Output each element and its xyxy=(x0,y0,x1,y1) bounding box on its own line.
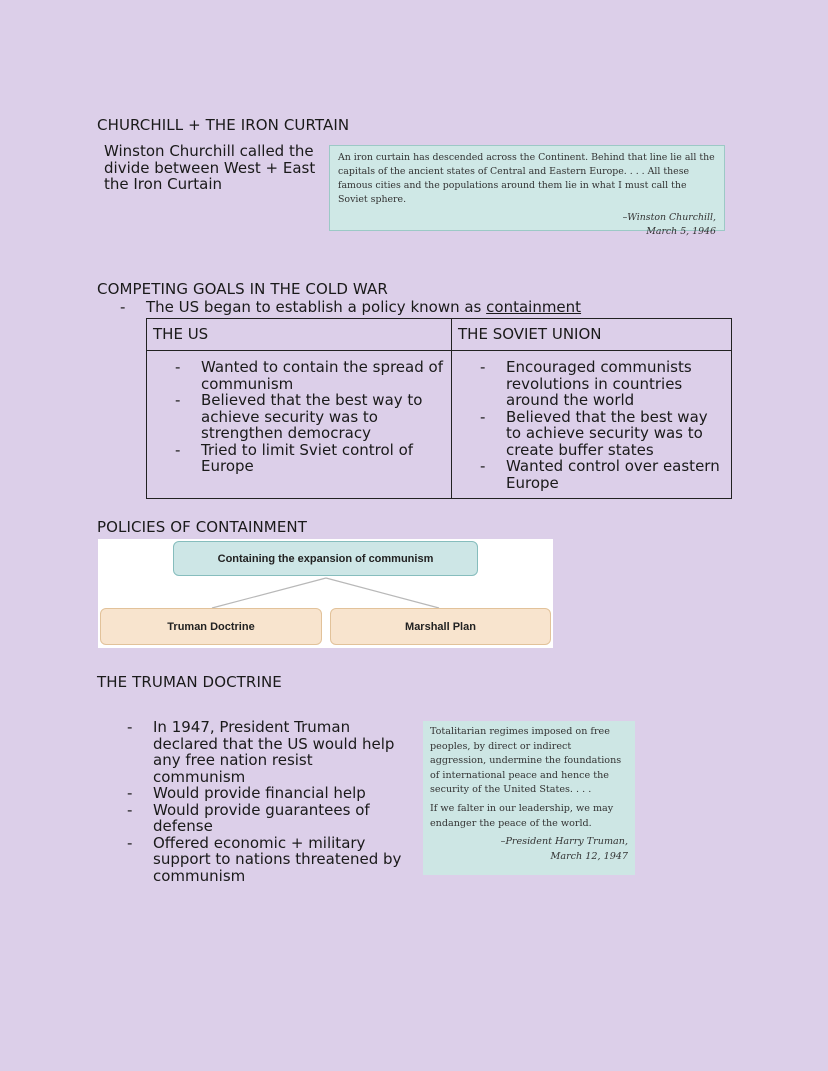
soviet-goals-list xyxy=(480,359,723,491)
churchill-quote-box xyxy=(329,145,725,237)
churchill-quote-text: An iron curtain has descended across the Continent. Behind that line lie all the capitals of the ancient states of Central and Eastern Europe. . . . All these famous cities and the populations around them lie in what I must call the Soviet sphere. xyxy=(338,152,715,205)
churchill-quote-author: –Winston Churchill, xyxy=(622,212,716,223)
containment-bullet xyxy=(120,299,680,316)
heading-competing-goals: COMPETING GOALS IN THE COLD WAR xyxy=(97,280,388,298)
heading-policies: POLICIES OF CONTAINMENT xyxy=(97,518,308,536)
truman-quote-author: –President Harry Truman, xyxy=(500,836,628,848)
churchill-quote-date: March 5, 1946 xyxy=(646,226,716,237)
list-item: - Would provide financial help xyxy=(127,785,407,802)
heading-iron-curtain: CHURCHILL + THE IRON CURTAIN xyxy=(97,116,350,134)
list-item: - Offered economic + military support to nations threatened by communism xyxy=(127,835,407,885)
competing-goals-table xyxy=(146,318,732,499)
diagram-truman-node: Truman Doctrine xyxy=(100,608,322,645)
containment-diagram xyxy=(98,539,553,648)
iron-curtain-summary: Winston Churchill called the divide between West + East the Iron Curtain xyxy=(104,142,316,193)
heading-truman-doctrine: THE TRUMAN DOCTRINE xyxy=(97,673,282,691)
containment-term: containment xyxy=(486,298,582,316)
list-item: - Wanted to contain the spread of communism xyxy=(175,359,443,392)
truman-doctrine-list xyxy=(127,719,407,884)
list-item: - In 1947, President Truman declared that the US would help any free nation resist communism xyxy=(127,719,407,785)
truman-quote-box xyxy=(423,721,635,875)
list-item: - Believed that the best way to achieve security was to create buffer states xyxy=(480,409,723,459)
connector-right xyxy=(326,578,439,608)
list-item: - Would provide guarantees of defense xyxy=(127,802,407,835)
containment-bullet-text: The US began to establish a policy known as xyxy=(146,298,487,316)
truman-quote-p1: Totalitarian regimes imposed on free peoples, by direct or indirect aggression, undermine the foundations of international peace and hence the security of the United States. . . . xyxy=(430,726,622,796)
list-item: - Encouraged communists revolutions in countries around the world xyxy=(480,359,723,409)
us-goals-list xyxy=(175,359,443,475)
table-header-us: THE US xyxy=(147,319,452,351)
list-item: - Believed that the best way to achieve security was to strengthen democracy xyxy=(175,392,443,442)
diagram-marshall-node: Marshall Plan xyxy=(330,608,551,645)
diagram-top-node: Containing the expansion of communism xyxy=(173,541,478,576)
truman-quote-date: March 12, 1947 xyxy=(550,850,628,862)
bullet-dash: - xyxy=(120,298,126,316)
soviet-goals-cell xyxy=(452,351,732,499)
truman-quote-p2: If we falter in our leadership, we may endanger the peace of the world. xyxy=(430,802,614,829)
list-item: - Tried to limit Sviet control of Europe xyxy=(175,442,443,475)
connector-left xyxy=(212,578,326,608)
list-item: - Wanted control over eastern Europe xyxy=(480,458,723,491)
table-header-soviet: THE SOVIET UNION xyxy=(452,319,732,351)
us-goals-cell xyxy=(147,351,452,499)
